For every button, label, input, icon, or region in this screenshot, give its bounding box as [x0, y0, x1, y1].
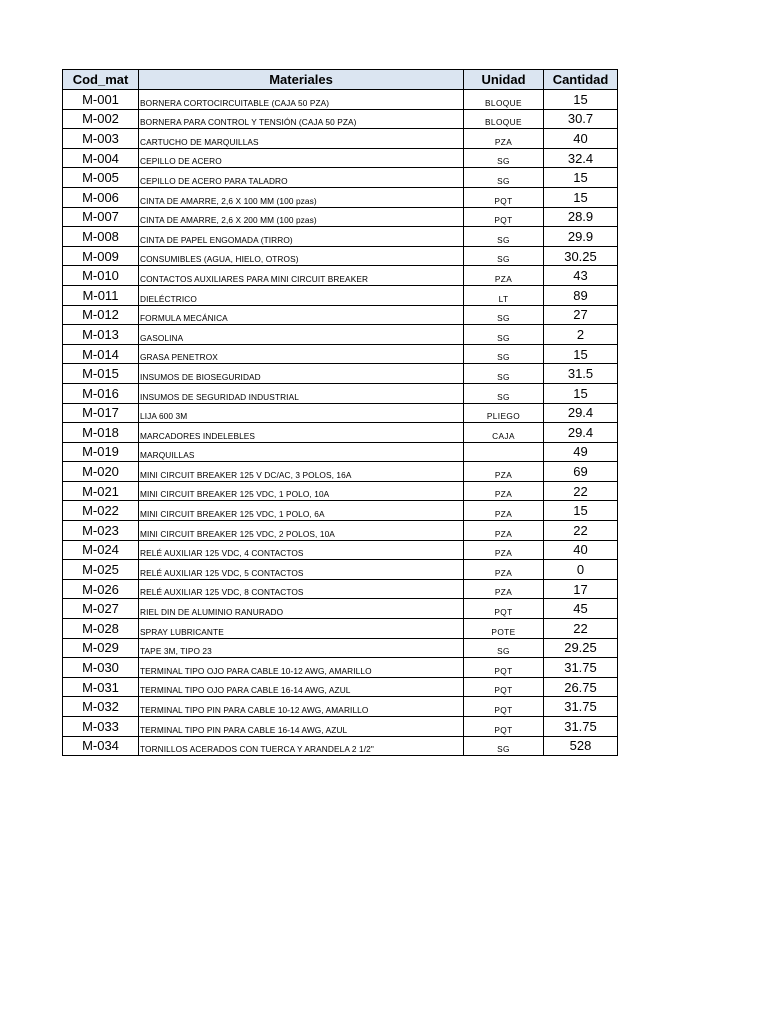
material-cell: TERMINAL TIPO PIN PARA CABLE 16-14 AWG, AZUL — [139, 717, 464, 737]
unit-cell: PZA — [464, 501, 544, 521]
unit-cell: PQT — [464, 207, 544, 227]
material-cell: TERMINAL TIPO OJO PARA CABLE 10-12 AWG, AMARILLO — [139, 658, 464, 678]
quantity-cell: 49 — [544, 442, 618, 462]
unit-cell: SG — [464, 305, 544, 325]
table-row — [63, 364, 618, 384]
quantity-cell: 15 — [544, 168, 618, 188]
quantity-cell: 40 — [544, 129, 618, 149]
table-row — [63, 658, 618, 678]
quantity-cell: 29.4 — [544, 403, 618, 423]
unit-cell: SG — [464, 168, 544, 188]
material-cell: RIEL DIN DE ALUMINIO RANURADO — [139, 599, 464, 619]
code-cell: M-030 — [63, 658, 139, 678]
material-cell: RELÉ AUXILIAR 125 VDC, 4 CONTACTOS — [139, 540, 464, 560]
quantity-cell: 0 — [544, 560, 618, 580]
unit-cell: SG — [464, 383, 544, 403]
material-cell: CARTUCHO DE MARQUILLAS — [139, 129, 464, 149]
table-row — [63, 736, 618, 756]
material-cell: CONTACTOS AUXILIARES PARA MINI CIRCUIT BREAKER — [139, 266, 464, 286]
code-cell: M-025 — [63, 560, 139, 580]
code-cell: M-020 — [63, 462, 139, 482]
table-header — [63, 70, 618, 90]
material-cell: MINI CIRCUIT BREAKER 125 VDC, 1 POLO, 10A — [139, 481, 464, 501]
table-row — [63, 599, 618, 619]
code-cell: M-033 — [63, 717, 139, 737]
material-cell: DIELÉCTRICO — [139, 285, 464, 305]
code-cell: M-014 — [63, 344, 139, 364]
table-row — [63, 285, 618, 305]
unit-cell: PLIEGO — [464, 403, 544, 423]
quantity-cell: 31.75 — [544, 697, 618, 717]
unit-cell: PQT — [464, 658, 544, 678]
quantity-cell: 15 — [544, 383, 618, 403]
table-row — [63, 579, 618, 599]
code-cell: M-016 — [63, 383, 139, 403]
header-code: Cod_mat — [63, 70, 139, 90]
material-cell: BORNERA CORTOCIRCUITABLE (CAJA 50 PZA) — [139, 90, 464, 110]
unit-cell: PZA — [464, 129, 544, 149]
unit-cell: CAJA — [464, 423, 544, 443]
material-cell: FORMULA MECÁNICA — [139, 305, 464, 325]
code-cell: M-021 — [63, 481, 139, 501]
table-row — [63, 481, 618, 501]
unit-cell: SG — [464, 344, 544, 364]
quantity-cell: 15 — [544, 501, 618, 521]
quantity-cell: 22 — [544, 481, 618, 501]
quantity-cell: 17 — [544, 579, 618, 599]
material-cell: MARCADORES INDELEBLES — [139, 423, 464, 443]
quantity-cell: 22 — [544, 521, 618, 541]
unit-cell: PQT — [464, 717, 544, 737]
code-cell: M-010 — [63, 266, 139, 286]
code-cell: M-013 — [63, 325, 139, 345]
material-cell: GRASA PENETROX — [139, 344, 464, 364]
quantity-cell: 31.75 — [544, 717, 618, 737]
quantity-cell: 2 — [544, 325, 618, 345]
material-cell: MINI CIRCUIT BREAKER 125 VDC, 2 POLOS, 10A — [139, 521, 464, 541]
quantity-cell: 15 — [544, 187, 618, 207]
material-cell: MINI CIRCUIT BREAKER 125 VDC, 1 POLO, 6A — [139, 501, 464, 521]
quantity-cell: 28.9 — [544, 207, 618, 227]
table-row — [63, 305, 618, 325]
table-row — [63, 90, 618, 110]
material-cell: TERMINAL TIPO PIN PARA CABLE 10-12 AWG, AMARILLO — [139, 697, 464, 717]
code-cell: M-005 — [63, 168, 139, 188]
material-cell: BORNERA PARA CONTROL Y TENSIÓN (CAJA 50 PZA) — [139, 109, 464, 129]
table-row — [63, 187, 618, 207]
unit-cell: PQT — [464, 599, 544, 619]
quantity-cell: 69 — [544, 462, 618, 482]
quantity-cell: 528 — [544, 736, 618, 756]
header-quantity: Cantidad — [544, 70, 618, 90]
materials-table — [62, 69, 618, 756]
code-cell: M-026 — [63, 579, 139, 599]
table-row — [63, 442, 618, 462]
unit-cell: PZA — [464, 540, 544, 560]
material-cell: GASOLINA — [139, 325, 464, 345]
code-cell: M-018 — [63, 423, 139, 443]
quantity-cell: 43 — [544, 266, 618, 286]
table-row — [63, 697, 618, 717]
code-cell: M-004 — [63, 148, 139, 168]
unit-cell: PZA — [464, 481, 544, 501]
code-cell: M-034 — [63, 736, 139, 756]
header-material: Materiales — [139, 70, 464, 90]
code-cell: M-008 — [63, 227, 139, 247]
quantity-cell: 22 — [544, 619, 618, 639]
code-cell: M-001 — [63, 90, 139, 110]
table-row — [63, 148, 618, 168]
quantity-cell: 30.25 — [544, 246, 618, 266]
unit-cell: SG — [464, 227, 544, 247]
code-cell: M-003 — [63, 129, 139, 149]
table-row — [63, 638, 618, 658]
table-row — [63, 717, 618, 737]
unit-cell: PZA — [464, 266, 544, 286]
code-cell: M-015 — [63, 364, 139, 384]
table-row — [63, 344, 618, 364]
material-cell: INSUMOS DE SEGURIDAD INDUSTRIAL — [139, 383, 464, 403]
table-row — [63, 501, 618, 521]
material-cell: CEPILLO DE ACERO PARA TALADRO — [139, 168, 464, 188]
table-row — [63, 403, 618, 423]
quantity-cell: 30.7 — [544, 109, 618, 129]
code-cell: M-009 — [63, 246, 139, 266]
table-row — [63, 168, 618, 188]
table-body — [63, 90, 618, 756]
code-cell: M-027 — [63, 599, 139, 619]
code-cell: M-007 — [63, 207, 139, 227]
unit-cell: SG — [464, 148, 544, 168]
unit-cell: BLOQUE — [464, 90, 544, 110]
unit-cell: PQT — [464, 697, 544, 717]
quantity-cell: 29.4 — [544, 423, 618, 443]
table-row — [63, 677, 618, 697]
quantity-cell: 31.75 — [544, 658, 618, 678]
code-cell: M-019 — [63, 442, 139, 462]
quantity-cell: 26.75 — [544, 677, 618, 697]
quantity-cell: 40 — [544, 540, 618, 560]
material-cell: MARQUILLAS — [139, 442, 464, 462]
table-row — [63, 109, 618, 129]
code-cell: M-006 — [63, 187, 139, 207]
code-cell: M-032 — [63, 697, 139, 717]
material-cell: TORNILLOS ACERADOS CON TUERCA Y ARANDELA 2 1/2" — [139, 736, 464, 756]
unit-cell: PZA — [464, 560, 544, 580]
material-cell: SPRAY LUBRICANTE — [139, 619, 464, 639]
quantity-cell: 15 — [544, 90, 618, 110]
unit-cell: LT — [464, 285, 544, 305]
table-row — [63, 619, 618, 639]
table-row — [63, 207, 618, 227]
unit-cell: SG — [464, 364, 544, 384]
code-cell: M-029 — [63, 638, 139, 658]
unit-cell: BLOQUE — [464, 109, 544, 129]
unit-cell: SG — [464, 246, 544, 266]
table-row — [63, 521, 618, 541]
quantity-cell: 29.25 — [544, 638, 618, 658]
code-cell: M-031 — [63, 677, 139, 697]
unit-cell: PQT — [464, 677, 544, 697]
material-cell: TAPE 3M, TIPO 23 — [139, 638, 464, 658]
table-row — [63, 540, 618, 560]
table-row — [63, 560, 618, 580]
table-row — [63, 129, 618, 149]
unit-cell: SG — [464, 736, 544, 756]
header-unit: Unidad — [464, 70, 544, 90]
table-row — [63, 462, 618, 482]
table-row — [63, 325, 618, 345]
material-cell: CINTA DE AMARRE, 2,6 X 200 MM (100 pzas) — [139, 207, 464, 227]
material-cell: TERMINAL TIPO OJO PARA CABLE 16-14 AWG, AZUL — [139, 677, 464, 697]
unit-cell: PZA — [464, 462, 544, 482]
quantity-cell: 31.5 — [544, 364, 618, 384]
material-cell: CEPILLO DE ACERO — [139, 148, 464, 168]
code-cell: M-012 — [63, 305, 139, 325]
quantity-cell: 89 — [544, 285, 618, 305]
material-cell: RELÉ AUXILIAR 125 VDC, 8 CONTACTOS — [139, 579, 464, 599]
code-cell: M-011 — [63, 285, 139, 305]
code-cell: M-002 — [63, 109, 139, 129]
table-row — [63, 266, 618, 286]
unit-cell: PZA — [464, 521, 544, 541]
unit-cell — [464, 442, 544, 462]
unit-cell: PQT — [464, 187, 544, 207]
material-cell: CINTA DE AMARRE, 2,6 X 100 MM (100 pzas) — [139, 187, 464, 207]
unit-cell: SG — [464, 638, 544, 658]
quantity-cell: 45 — [544, 599, 618, 619]
material-cell: RELÉ AUXILIAR 125 VDC, 5 CONTACTOS — [139, 560, 464, 580]
table-row — [63, 227, 618, 247]
code-cell: M-017 — [63, 403, 139, 423]
table-row — [63, 383, 618, 403]
header-row — [63, 70, 618, 90]
code-cell: M-022 — [63, 501, 139, 521]
unit-cell: POTE — [464, 619, 544, 639]
material-cell: MINI CIRCUIT BREAKER 125 V DC/AC, 3 POLOS, 16A — [139, 462, 464, 482]
table-row — [63, 423, 618, 443]
quantity-cell: 15 — [544, 344, 618, 364]
code-cell: M-023 — [63, 521, 139, 541]
quantity-cell: 27 — [544, 305, 618, 325]
material-cell: INSUMOS DE BIOSEGURIDAD — [139, 364, 464, 384]
material-cell: CONSUMIBLES (AGUA, HIELO, OTROS) — [139, 246, 464, 266]
unit-cell: SG — [464, 325, 544, 345]
quantity-cell: 32.4 — [544, 148, 618, 168]
code-cell: M-028 — [63, 619, 139, 639]
material-cell: LIJA 600 3M — [139, 403, 464, 423]
unit-cell: PZA — [464, 579, 544, 599]
quantity-cell: 29.9 — [544, 227, 618, 247]
material-cell: CINTA DE PAPEL ENGOMADA (TIRRO) — [139, 227, 464, 247]
code-cell: M-024 — [63, 540, 139, 560]
table-row — [63, 246, 618, 266]
